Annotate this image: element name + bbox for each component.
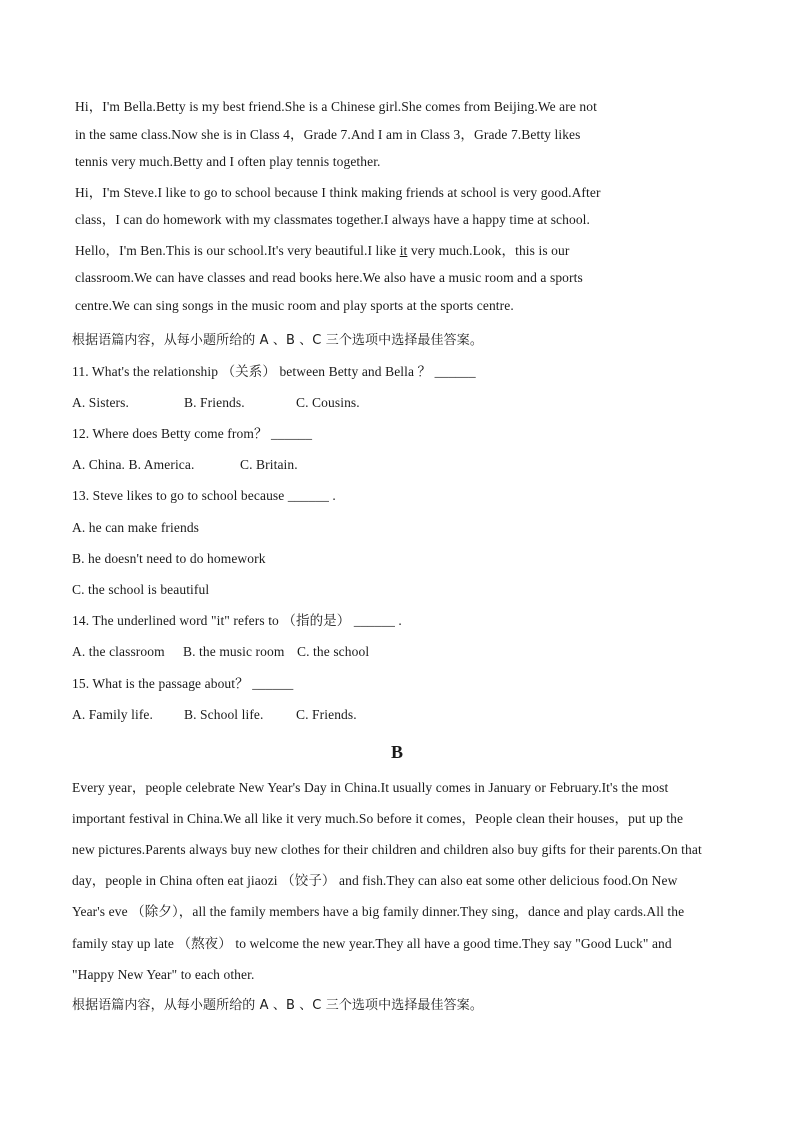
q13-option-a: A. he can make friends	[72, 520, 200, 535]
underlined-word-it: it	[399, 243, 408, 258]
question-11: 11. What's the relationship （关系） between Betty and Bella ？ ______	[72, 364, 476, 379]
q11-option-a: A. Sisters.	[72, 395, 129, 410]
question-13: 13. Steve likes to go to school because ______ .	[72, 488, 336, 503]
passage-a-bella-line-3: tennis very much.Betty and I often play tennis together.	[75, 154, 381, 169]
question-15: 15. What is the passage about？ ______	[72, 676, 294, 691]
passage-a-steve-line-2: class，I can do homework with my classmates together.I always have a happy time at school.	[75, 212, 591, 227]
instruction-b: 根据语篇内容，从每小题所给的 A 、B 、C 三个选项中选择最佳答案。	[72, 998, 483, 1013]
passage-a-ben-line-3: centre.We can sing songs in the music room and play sports at the sports centre.	[75, 298, 514, 313]
q14-option-c: C. the school	[297, 644, 370, 659]
q13-option-b: B. he doesn't need to do homework	[72, 551, 266, 566]
q12-option-ab: A. China. B. America.	[72, 457, 195, 472]
q14-option-a: A. the classroom	[72, 644, 165, 659]
passage-b-line-6: family stay up late （熬夜） to welcome the new year.They all have a good time.They say "Good Luck" and	[72, 936, 672, 951]
passage-a-bella-line-1: Hi，I'm Bella.Betty is my best friend.She is a Chinese girl.She comes from Beijing.We are not	[75, 99, 597, 114]
ben-text-before: Hello，I'm Ben.This is our school.It's very beautiful.I like	[75, 243, 400, 258]
question-14: 14. The underlined word "it" refers to （指的是） ______ .	[72, 613, 402, 628]
passage-b-line-4: day，people in China often eat jiaozi （饺子） and fish.They can also eat some other delicious food.On New	[72, 873, 678, 888]
instruction-a: 根据语篇内容，从每小题所给的 A 、B 、C 三个选项中选择最佳答案。	[72, 333, 483, 348]
passage-b-line-2: important festival in China.We all like it very much.So before it comes，People clean their houses，put up the	[72, 811, 684, 826]
passage-b-line-5: Year's eve （除夕），all the family members have a big family dinner.They sing，dance and play cards.All the	[72, 904, 685, 919]
q14-option-b: B. the music room	[183, 644, 285, 659]
q15-option-c: C. Friends.	[296, 707, 357, 722]
question-12: 12. Where does Betty come from？ ______	[72, 426, 313, 441]
section-b-heading: B	[390, 742, 403, 762]
passage-b-line-3: new pictures.Parents always buy new clothes for their children and children also buy gifts for their parents.On that	[72, 842, 702, 857]
q11-option-c: C. Cousins.	[296, 395, 360, 410]
ben-text-after: very much.Look，this is our	[407, 243, 570, 258]
passage-a-bella-line-2: in the same class.Now she is in Class 4，Grade 7.And I am in Class 3，Grade 7.Betty likes	[75, 127, 581, 142]
passage-b-line-7: "Happy New Year" to each other.	[72, 967, 255, 982]
q15-option-a: A. Family life.	[72, 707, 153, 722]
q13-option-c: C. the school is beautiful	[72, 582, 210, 597]
passage-a-steve-line-1: Hi，I'm Steve.I like to go to school because I think making friends at school is very good.After	[75, 185, 601, 200]
passage-b-line-1: Every year，people celebrate New Year's Day in China.It usually comes in January or February.It's the most	[72, 780, 669, 795]
passage-a-ben-line-1	[75, 242, 569, 260]
q15-option-b: B. School life.	[184, 707, 264, 722]
q12-option-c: C. Britain.	[240, 457, 298, 472]
q11-option-b: B. Friends.	[184, 395, 245, 410]
passage-a-ben-line-2: classroom.We can have classes and read books here.We also have a music room and a sports	[75, 270, 583, 285]
